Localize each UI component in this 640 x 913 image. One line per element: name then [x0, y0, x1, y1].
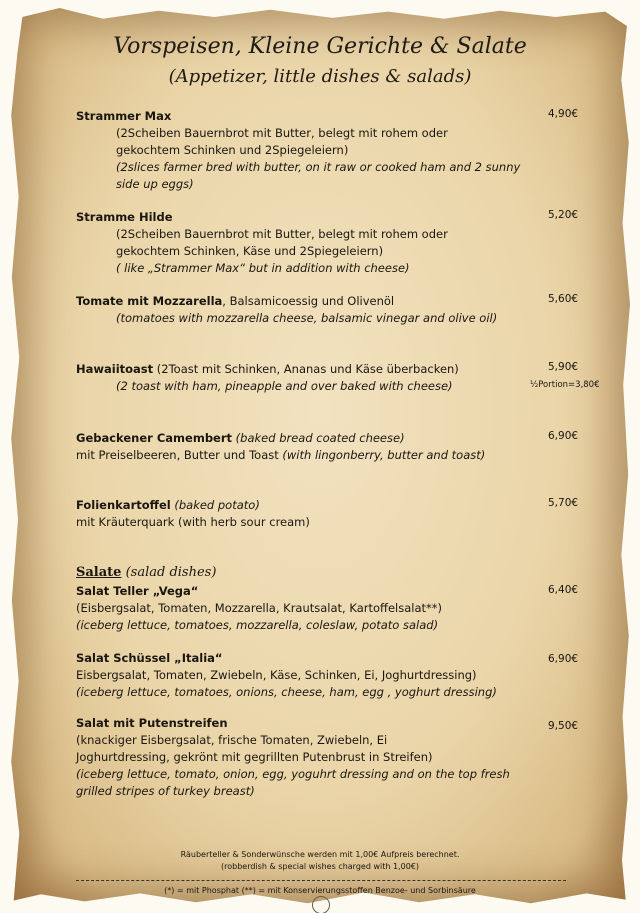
item-description-en: side up eggs) — [116, 177, 194, 191]
item-description: mit Kräuterquark (with herb sour cream) — [76, 515, 310, 529]
item-name: Gebackener Camembert — [76, 431, 233, 445]
item-name: Tomate mit Mozzarella — [76, 294, 223, 308]
item-description-en: (iceberg lettuce, tomato, onion, egg, yoguhrt dressing and on the top fresh — [76, 767, 510, 781]
item-name: Salat Teller „Vega“ — [76, 584, 199, 598]
punch-hole-icon — [312, 896, 330, 913]
item-description-en: grilled stripes of turkey breast) — [76, 784, 255, 798]
item-name-en: (baked potato) — [170, 498, 260, 512]
item-name: Stramme Hilde — [76, 210, 173, 224]
item-description-de: gekochtem Schinken und 2Spiegeleiern) — [116, 143, 349, 157]
item-description-en: (iceberg lettuce, tomatoes, mozzarella, coleslaw, potato salad) — [76, 618, 439, 632]
item-description-de: , Balsamicoessig und Olivenöl — [222, 294, 395, 308]
menu-item-tomate-mozzarella — [76, 293, 546, 327]
item-description-en: ( like „Strammer Max“ but in addition with cheese) — [116, 261, 410, 275]
item-price: 5,60€ — [548, 293, 579, 305]
item-description-de: mit Preiselbeeren, Butter und Toast — [76, 448, 279, 462]
item-price: 9,50€ — [548, 720, 579, 732]
item-price: 6,90€ — [548, 430, 579, 442]
item-description-de: gekochtem Schinken, Käse und 2Spiegeleiern) — [116, 244, 384, 258]
item-name: Salat Schüssel „Italia“ — [76, 651, 223, 665]
menu-item-strammer-max — [76, 108, 546, 193]
menu-item-salat-putenstreifen — [76, 715, 546, 800]
item-description-en: (tomatoes with mozzarella cheese, balsamic vinegar and olive oil) — [116, 311, 498, 325]
menu-item-stramme-hilde — [76, 209, 546, 277]
footer-legend: (*) = mit Phosphat (**) = mit Konservierungsstoffen Benzoe- und Sorbinsäure — [164, 886, 476, 895]
item-name: Hawaiitoast — [76, 362, 154, 376]
item-price: 5,70€ — [548, 497, 579, 509]
item-description-de: Joghurtdressing, gekrönt mit gegrillten Putenbrust in Streifen) — [76, 750, 433, 764]
item-description-de: (2Scheiben Bauernbrot mit Butter, belegt mit rohem oder — [116, 227, 448, 241]
item-name: Salat mit Putenstreifen — [76, 716, 228, 730]
section-title-en: (salad dishes) — [121, 565, 217, 580]
item-price: 5,90€ — [548, 361, 579, 373]
item-description-en: (with lingonberry, butter and toast) — [278, 448, 486, 462]
page-subtitle: (Appetizer, little dishes & salads) — [168, 66, 472, 87]
item-price: 6,90€ — [548, 653, 579, 665]
item-half-price: ½Portion=3,80€ — [530, 380, 600, 390]
item-name: Folienkartoffel — [76, 498, 171, 512]
item-description-en: (iceberg lettuce, tomatoes, onions, cheese, ham, egg , yoghurt dressing) — [76, 685, 497, 699]
item-price: 5,20€ — [548, 209, 579, 221]
item-price: 6,40€ — [548, 584, 579, 596]
item-description-de: Eisbergsalat, Tomaten, Zwiebeln, Käse, Schinken, Ei, Joghurtdressing) — [76, 668, 477, 682]
item-description-de: (2Scheiben Bauernbrot mit Butter, belegt mit rohem oder — [116, 126, 448, 140]
item-name-en: (baked bread coated cheese) — [232, 431, 405, 445]
menu-item-camembert — [76, 430, 546, 464]
item-description-de: (Eisbergsalat, Tomaten, Mozzarella, Krautsalat, Kartoffelsalat**) — [76, 601, 443, 615]
section-heading-salads — [76, 565, 216, 580]
menu-item-hawaiitoast — [76, 361, 546, 395]
item-description-de: (2Toast mit Schinken, Ananas und Käse überbacken) — [153, 362, 459, 376]
page-title: Vorspeisen, Kleine Gerichte & Salate — [113, 34, 527, 59]
menu-item-salat-italia — [76, 650, 546, 701]
menu-item-salat-vega — [76, 583, 546, 634]
menu-item-folienkartoffel — [76, 497, 546, 531]
footer-divider — [76, 880, 566, 881]
item-description-en: (2slices farmer bred with butter, on it raw or cooked ham and 2 sunny — [116, 160, 521, 174]
footer-note-de: Räuberteller & Sonderwünsche werden mit 1,00€ Aufpreis berechnet. — [180, 850, 460, 859]
footer-note-en: (robberdish & special wishes charged with 1,00€) — [221, 862, 419, 871]
item-price: 4,90€ — [548, 108, 579, 120]
section-title: Salate — [76, 565, 122, 580]
item-name: Strammer Max — [76, 109, 172, 123]
item-description-de: (knackiger Eisbergsalat, frische Tomaten, Zwiebeln, Ei — [76, 733, 388, 747]
item-description-en: (2 toast with ham, pineapple and over baked with cheese) — [116, 379, 453, 393]
